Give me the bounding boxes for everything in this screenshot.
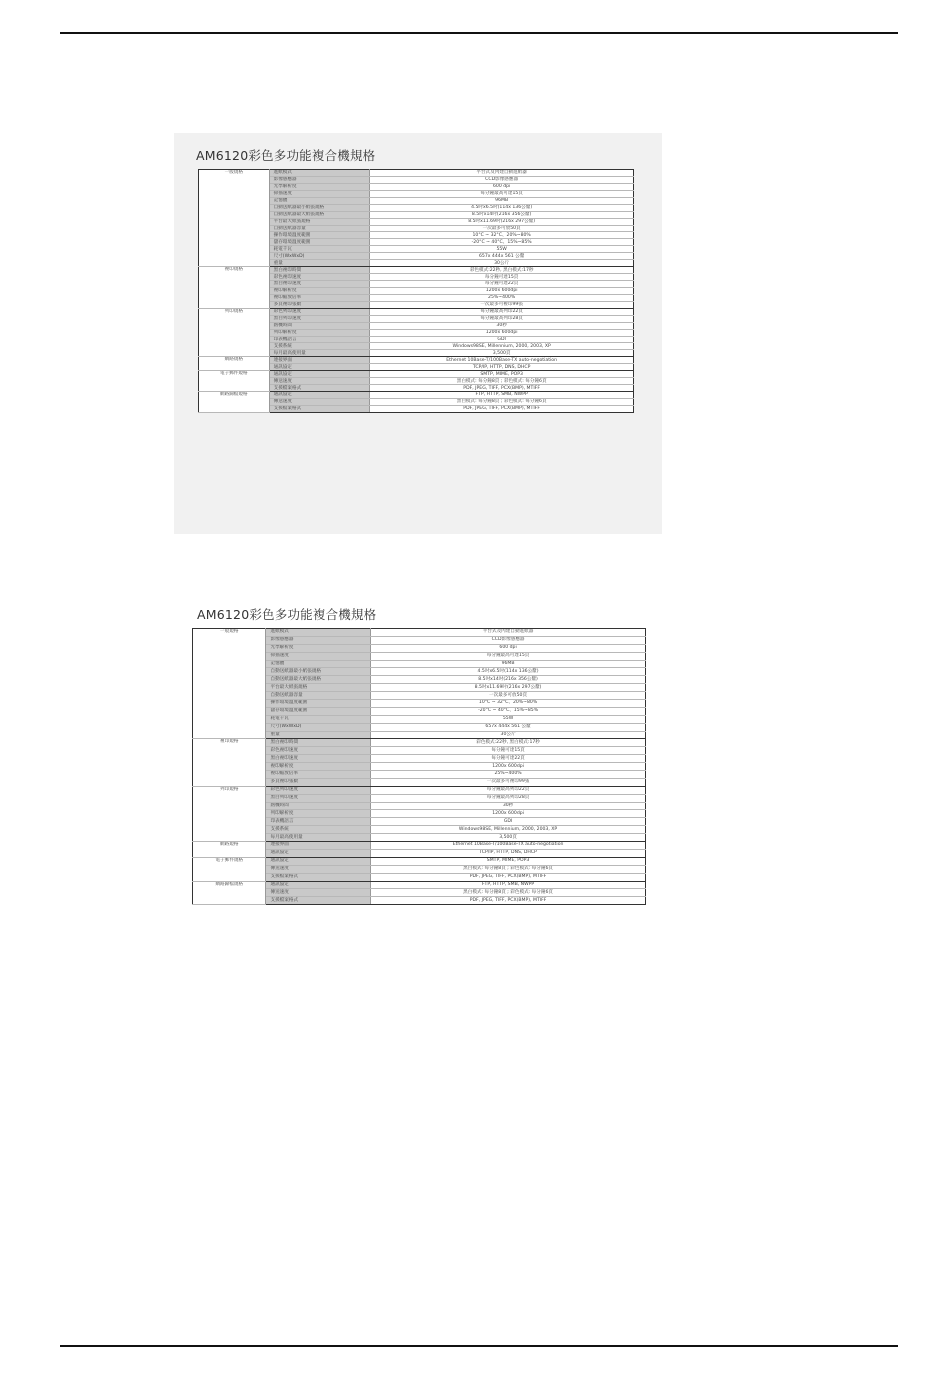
spec-field: 印表機語言 xyxy=(269,336,370,343)
spec-value: 一次最多可複印99張 xyxy=(370,301,634,308)
spec-value: 黑白模式: 每分鐘8頁 ; 彩色模式: 每分鐘6頁 xyxy=(370,378,634,385)
spec-field: 熱機時間 xyxy=(266,802,371,810)
spec-field: 掃描速度 xyxy=(269,190,370,197)
spec-value: PDF, JPEG, TIFF, PCX(BMP), MTIFF xyxy=(371,873,646,881)
spec-field: 複印縮放倍率 xyxy=(266,771,371,779)
spec-field: 印表機語言 xyxy=(266,818,371,826)
scanned-spec-sheet-upper xyxy=(174,133,662,534)
spec-value: 30秒 xyxy=(371,802,646,810)
spec-value: 黑白模式: 每分鐘8頁 ; 彩色模式: 每分鐘6頁 xyxy=(371,889,646,897)
spec-field: 彩色列印速度 xyxy=(269,308,370,315)
spec-value: 55W xyxy=(371,715,646,723)
spec-value: SMTP, MIME, POP3 xyxy=(370,371,634,378)
table-row xyxy=(193,629,646,637)
spec-field: 黑白列印速度 xyxy=(269,315,370,322)
spec-field: 黑白複印速度 xyxy=(266,755,371,763)
table-row xyxy=(193,739,646,747)
spec-table xyxy=(192,628,646,905)
spec-value: 一次最多可放50頁 xyxy=(371,692,646,700)
spec-value: TCP/IP, HTTP, DNS, DHCP xyxy=(370,364,634,371)
spec-value: 1200x 600dpi xyxy=(370,287,634,294)
spec-value: 8.5吋x14吋(216x 356公釐) xyxy=(371,676,646,684)
spec-field: 彩色複印速度 xyxy=(266,747,371,755)
spec-value: 每分鐘最高列印28頁 xyxy=(370,315,634,322)
spec-value: 4.5吋x6.5吋(114x 136公釐) xyxy=(370,204,634,211)
spec-value: 每分鐘可達15頁 xyxy=(371,747,646,755)
spec-category: 複印規格 xyxy=(193,739,266,786)
spec-field: 掃描速度 xyxy=(266,652,371,660)
spec-field: 複印解析度 xyxy=(266,763,371,771)
spec-field: 支援系統 xyxy=(269,343,370,350)
spec-field: 連接界面 xyxy=(266,842,371,850)
spec-value: 96MB xyxy=(370,197,634,204)
table-row xyxy=(193,786,646,794)
spec-value: -20°C ~ 40°C、15%~85% xyxy=(371,707,646,715)
spec-value: FTP, HTTP, SMB, NWPP xyxy=(371,881,646,889)
scanned-spec-sheet-lower xyxy=(189,600,649,990)
spec-field: 連接界面 xyxy=(269,357,370,364)
spec-value: 彩色模式:22秒, 黑白模式:17秒 xyxy=(371,739,646,747)
spec-field: 儲存環境溫度範圍 xyxy=(266,707,371,715)
spec-category: 電子郵件規格 xyxy=(199,371,270,392)
spec-value: Windows98SE, Millennium, 2000, 2003, XP xyxy=(371,826,646,834)
spec-field: 記憶體 xyxy=(269,197,370,204)
spec-field: 光學解析度 xyxy=(269,183,370,190)
table-row xyxy=(199,371,634,378)
spec-value: 一次最多可複印99張 xyxy=(371,778,646,786)
spec-value: PDF, JPEG, TIFF, PCX(BMP), MTIFF xyxy=(370,385,634,392)
spec-value: CCD影像感應器 xyxy=(370,176,634,183)
spec-field: 彩色複印速度 xyxy=(269,274,370,281)
spec-value: 657x 444x 561 公釐 xyxy=(371,723,646,731)
spec-value: 3,500頁 xyxy=(370,350,634,357)
spec-value: 黑白模式: 每分鐘8頁 ; 彩色模式: 每分鐘6頁 xyxy=(370,398,634,405)
spec-field: 自動送紙器最小紙張規格 xyxy=(269,204,370,211)
spec-field: 自動送紙器容量 xyxy=(266,692,371,700)
spec-category: 複印規格 xyxy=(199,267,270,309)
spec-field: 多頁複印張數 xyxy=(269,301,370,308)
spec-field: 自動送紙器最大紙張規格 xyxy=(266,676,371,684)
spec-value: 600 dpi xyxy=(370,183,634,190)
spec-value: 每分鐘可達22頁 xyxy=(371,755,646,763)
table-row xyxy=(193,857,646,865)
spec-category: 列印規格 xyxy=(193,786,266,841)
spec-value: 平台式及內建自動進紙器 xyxy=(371,629,646,637)
spec-field: 黑白複印速度 xyxy=(269,281,370,288)
table-row xyxy=(199,392,634,399)
spec-field: 通訊協定 xyxy=(269,371,370,378)
spec-field: 記憶體 xyxy=(266,660,371,668)
spec-field: 進紙模式 xyxy=(266,629,371,637)
spec-field: 通訊協定 xyxy=(266,881,371,889)
spec-field: 自動送紙器最大紙張規格 xyxy=(269,211,370,218)
spec-field: 操作環境溫度範圍 xyxy=(266,700,371,708)
spec-field: 操作環境溫度範圍 xyxy=(269,232,370,239)
spec-category: 一般規格 xyxy=(193,629,266,739)
spec-field: 列印解析度 xyxy=(266,810,371,818)
spec-field: 重量 xyxy=(269,260,370,267)
header-rule xyxy=(60,32,898,34)
spec-value: 30公斤 xyxy=(370,260,634,267)
spec-value: PDF, JPEG, TIFF, PCX(BMP), MTIFF xyxy=(371,897,646,905)
spec-value: 1200x 600dpi xyxy=(370,329,634,336)
spec-value: Ethernet 10Base-T/100Base-TX auto-negotiation xyxy=(370,357,634,364)
spec-sheet-title: AM6120彩色多功能複合機規格 xyxy=(197,607,377,622)
spec-field: 自動送紙器最小紙張規格 xyxy=(266,668,371,676)
spec-field: 傳送速度 xyxy=(269,398,370,405)
spec-value: SMTP, MIME, POP3 xyxy=(371,857,646,865)
table-row xyxy=(199,170,634,177)
spec-value: 每分鐘最高列印28頁 xyxy=(371,794,646,802)
spec-field: 通訊協定 xyxy=(266,857,371,865)
spec-field: 自動送紙器容量 xyxy=(269,225,370,232)
spec-field: 尺寸(WxWxD) xyxy=(269,253,370,260)
spec-value: 8.5吋x11.69吋(216x 297公釐) xyxy=(370,218,634,225)
spec-value: PDF, JPEG, TIFF, PCX(BMP), MTIFF xyxy=(370,405,634,412)
spec-value: 每分鐘可達22頁 xyxy=(370,281,634,288)
spec-value: 彩色模式:22秒, 黑白模式:17秒 xyxy=(370,267,634,274)
spec-field: 黑白列印速度 xyxy=(266,794,371,802)
spec-value: 1200x 600dpi xyxy=(371,763,646,771)
spec-field: 支援檔案格式 xyxy=(266,873,371,881)
spec-value: 25%~400% xyxy=(371,771,646,779)
spec-value: 96MB xyxy=(371,660,646,668)
spec-value: CCD影像感應器 xyxy=(371,636,646,644)
spec-value: FTP, HTTP, SMB, NWPP xyxy=(370,392,634,399)
spec-value: 8.5吋x14吋(216x 356公釐) xyxy=(370,211,634,218)
spec-category: 網路規格 xyxy=(193,842,266,858)
spec-value: Ethernet 10Base-T/100Base-TX auto-negotiation xyxy=(371,842,646,850)
spec-value: 55W xyxy=(370,246,634,253)
spec-value: 每分鐘最高可達15頁 xyxy=(371,652,646,660)
table-row xyxy=(199,357,634,364)
spec-value: 每分鐘最高列印22頁 xyxy=(371,786,646,794)
spec-category: 網路歸檔規格 xyxy=(199,392,270,413)
spec-field: 傳送速度 xyxy=(266,865,371,873)
spec-field: 影像感應器 xyxy=(266,636,371,644)
spec-field: 複印解析度 xyxy=(269,287,370,294)
spec-field: 支援系統 xyxy=(266,826,371,834)
spec-category: 電子郵件規格 xyxy=(193,857,266,881)
spec-value: 657x 444x 561 公釐 xyxy=(370,253,634,260)
spec-field: 耗電千瓦 xyxy=(269,246,370,253)
spec-sheet-title: AM6120彩色多功能複合機規格 xyxy=(196,148,376,163)
spec-field: 複印縮放倍率 xyxy=(269,294,370,301)
spec-value: 4.5吋x6.5吋(114x 136公釐) xyxy=(371,668,646,676)
spec-value: 每分鐘最高可達15頁 xyxy=(370,190,634,197)
spec-value: GDI xyxy=(370,336,634,343)
spec-field: 每月最高使用量 xyxy=(266,834,371,842)
spec-value: 平台式及內建自動進紙器 xyxy=(370,170,634,177)
spec-value: 10°C ~ 32°C、20%~80% xyxy=(371,700,646,708)
spec-value: -20°C ~ 40°C、15%~85% xyxy=(370,239,634,246)
spec-field: 黑白複印時間 xyxy=(269,267,370,274)
spec-category: 網路規格 xyxy=(199,357,270,371)
spec-value: TCP/IP, HTTP, DNS, DHCP xyxy=(371,849,646,857)
spec-field: 彩色列印速度 xyxy=(266,786,371,794)
spec-field: 影像感應器 xyxy=(269,176,370,183)
spec-field: 通訊協定 xyxy=(269,392,370,399)
spec-field: 黑白複印時間 xyxy=(266,739,371,747)
spec-value: 30公斤 xyxy=(371,731,646,739)
spec-field: 支援檔案格式 xyxy=(269,405,370,412)
spec-value: 600 dpi xyxy=(371,644,646,652)
spec-field: 耗電千瓦 xyxy=(266,715,371,723)
spec-value: 25%~400% xyxy=(370,294,634,301)
spec-field: 光學解析度 xyxy=(266,644,371,652)
spec-value: 1200x 600dpi xyxy=(371,810,646,818)
spec-field: 平台最大紙張規格 xyxy=(269,218,370,225)
table-row xyxy=(199,267,634,274)
spec-field: 列印解析度 xyxy=(269,329,370,336)
spec-value: 一次最多可放50頁 xyxy=(370,225,634,232)
spec-table xyxy=(198,169,634,413)
footer-rule xyxy=(60,1345,898,1347)
spec-value: 30秒 xyxy=(370,322,634,329)
spec-field: 傳送速度 xyxy=(269,378,370,385)
spec-field: 支援檔案格式 xyxy=(266,897,371,905)
spec-value: 10°C ~ 32°C、20%~80% xyxy=(370,232,634,239)
spec-field: 傳送速度 xyxy=(266,889,371,897)
spec-field: 多頁複印張數 xyxy=(266,778,371,786)
spec-field: 儲存環境溫度範圍 xyxy=(269,239,370,246)
spec-value: 黑白模式: 每分鐘8頁 ; 彩色模式: 每分鐘6頁 xyxy=(371,865,646,873)
spec-field: 進紙模式 xyxy=(269,170,370,177)
table-row xyxy=(193,842,646,850)
spec-field: 尺寸(WxWxD) xyxy=(266,723,371,731)
spec-value: 3,500頁 xyxy=(371,834,646,842)
spec-field: 通訊協定 xyxy=(266,849,371,857)
spec-value: 每分鐘可達15頁 xyxy=(370,274,634,281)
spec-value: 8.5吋x11.69吋(216x 297公釐) xyxy=(371,684,646,692)
spec-field: 重量 xyxy=(266,731,371,739)
spec-category: 一般規格 xyxy=(199,170,270,267)
spec-field: 每月最高使用量 xyxy=(269,350,370,357)
table-row xyxy=(193,881,646,889)
spec-field: 熱機時間 xyxy=(269,322,370,329)
spec-value: Windows98SE, Millennium, 2000, 2003, XP xyxy=(370,343,634,350)
spec-field: 通訊協定 xyxy=(269,364,370,371)
spec-category: 列印規格 xyxy=(199,308,270,357)
spec-category: 網路歸檔規格 xyxy=(193,881,266,905)
spec-field: 支援檔案格式 xyxy=(269,385,370,392)
spec-value: 每分鐘最高列印22頁 xyxy=(370,308,634,315)
spec-value: GDI xyxy=(371,818,646,826)
table-row xyxy=(199,308,634,315)
spec-field: 平台最大紙張規格 xyxy=(266,684,371,692)
